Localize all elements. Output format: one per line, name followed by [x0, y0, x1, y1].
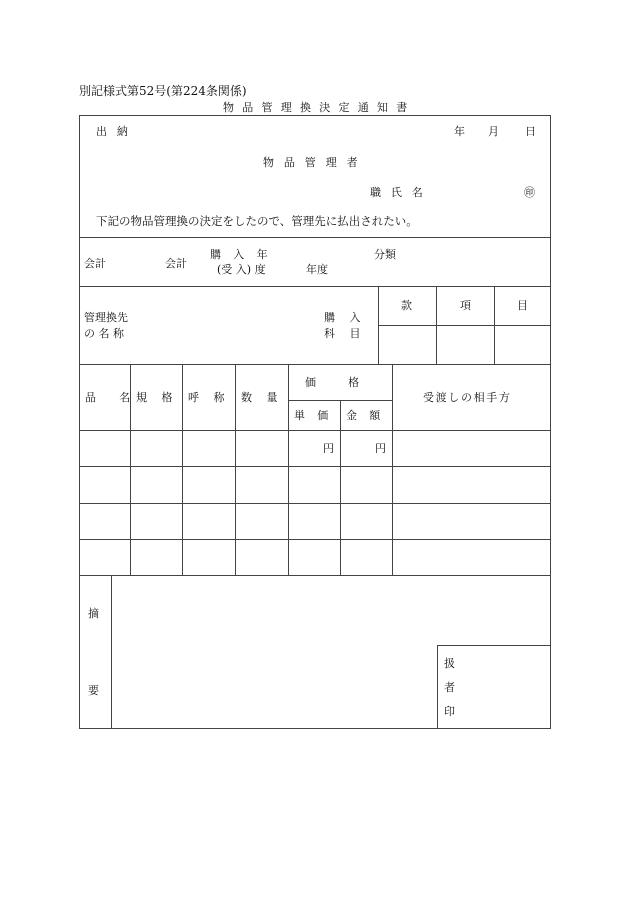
divider-handler [437, 645, 551, 646]
bunrui-label: 分類 [374, 248, 396, 261]
divider-top-section [79, 237, 551, 238]
form-reference: 別記様式第52号(第224条関係) [79, 84, 247, 98]
date-year: 年 [454, 125, 465, 138]
divider-row-4 [79, 575, 551, 576]
nendo-label: 年度 [306, 263, 328, 276]
divider-table-header [79, 430, 551, 431]
divider-row-1 [79, 466, 551, 467]
unit-yen-tanka: 円 [323, 442, 334, 455]
kamoku-label-1: 購 入 [324, 311, 366, 324]
header-hinmei: 品 名 [85, 391, 141, 404]
date-month: 月 [488, 125, 499, 138]
header-kakaku: 価 格 [305, 376, 374, 389]
divider-row-2 [79, 503, 551, 504]
transfer-dest-label-1: 管理換先 [84, 311, 128, 324]
header-kosho: 呼 称 [188, 391, 230, 404]
divider-kamoku-mid [378, 325, 551, 326]
header-tanka: 単 価 [294, 409, 333, 422]
form-frame [79, 115, 551, 729]
header-kikaku: 規 格 [136, 391, 178, 404]
manager-label: 物品管理者 [263, 156, 368, 169]
header-aite: 受渡しの相手方 [423, 391, 512, 404]
kamoku-label-2: 科 目 [324, 327, 366, 340]
handler-label-1: 扱 [444, 657, 455, 670]
payment-label: 出納 [96, 125, 138, 138]
divider-transfer [79, 364, 551, 365]
handler-label-2: 者 [444, 681, 455, 694]
divider-kou-moku [494, 286, 495, 364]
transfer-dest-label-2: の 名 称 [84, 327, 124, 340]
col-divider-3 [235, 364, 236, 575]
kan-header: 款 [401, 299, 412, 312]
kaikei-label-2: 会計 [165, 257, 187, 270]
col-divider-2 [182, 364, 183, 575]
divider-row-3 [79, 539, 551, 540]
header-suryo: 数 量 [241, 391, 283, 404]
unit-yen-kingaku: 円 [375, 442, 386, 455]
remarks-label-divider [111, 575, 112, 729]
handler-divider [437, 645, 438, 729]
purchase-year-label-2: (受 入) 度 [217, 263, 266, 276]
remarks-label-2: 要 [88, 684, 99, 697]
col-divider-5 [340, 400, 341, 575]
official-name-label: 職氏名 [370, 186, 433, 199]
col-divider-6 [392, 364, 393, 575]
divider-accounting [79, 286, 551, 287]
col-divider-4 [288, 364, 289, 575]
purchase-year-label-1: 購 入 年 [210, 248, 272, 261]
remarks-label-1: 摘 [88, 607, 99, 620]
kaikei-label-1: 会計 [84, 257, 106, 270]
document-title: 物品管理換決定通知書 [223, 101, 416, 114]
divider-kan-kou [436, 286, 437, 364]
divider-kamoku-left [378, 286, 379, 364]
header-kingaku: 金 額 [346, 409, 385, 422]
seal-mark: ㊞ [524, 186, 535, 199]
handler-label-3: 印 [444, 705, 455, 718]
moku-header: 目 [517, 299, 528, 312]
date-day: 日 [525, 125, 536, 138]
kou-header: 項 [460, 299, 471, 312]
instruction-statement: 下記の物品管理換の決定をしたので、管理先に払出されたい。 [96, 214, 418, 228]
